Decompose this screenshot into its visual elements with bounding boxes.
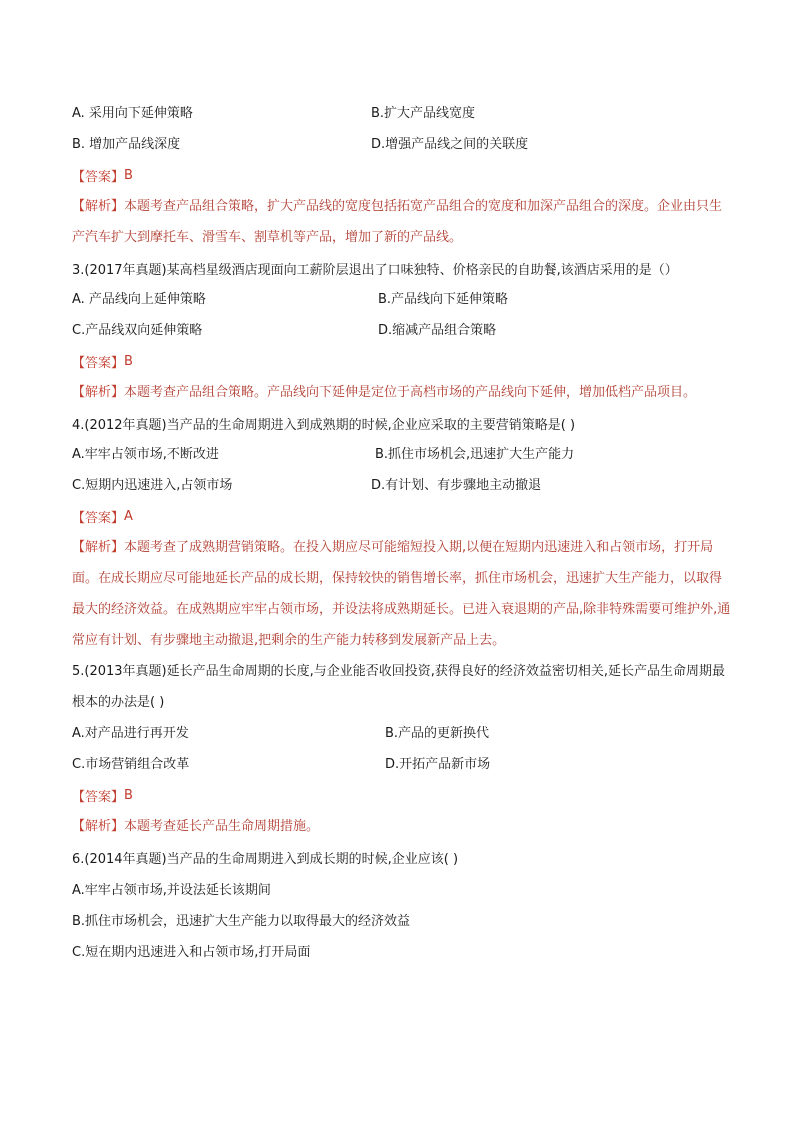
option-b: B.抓住市场机会，迅速扩大生产能力以取得最大的经济效益 <box>72 914 411 929</box>
option-d: D.开拓产品新市场 <box>385 757 491 772</box>
document-body <box>72 98 732 966</box>
option-d: D.缩减产品组合策略 <box>378 323 497 338</box>
analysis-tag: 【解析】 <box>72 385 125 400</box>
question-stem: 5.(2013年真题)延长产品生命周期的长度,与企业能否收回投资,获得良好的经济效益密切相关,延长产品生命周期最根本的办法是( ) <box>72 664 726 710</box>
answer-value: B <box>124 354 133 369</box>
analysis-tag: 【解析】 <box>72 540 125 555</box>
option-a: A.牢牢占领市场,不断改进 <box>72 447 219 462</box>
answer-tag: 【答案】 <box>72 170 125 185</box>
analysis-text: 本题考查了成熟期营销策略。在投入期应尽可能缩短投入期,以便在短期内迅速进入和占领市场，打开局面。在成长期应尽可能地延长产品的成长期，保持较快的销售增长率，抓住市场机会，迅速扩大生产能力，以取得最大的经济效益。在成熟期应牢牢占领市场，并设法将成熟期延长。已进入衰退期的产品,除非特殊需要可维护外,通常应有计划、有步骤地主动撤退,把剩余的生产能力转移到发展新产品上去。 <box>72 540 731 648</box>
option-b: B.扩大产品线宽度 <box>371 106 476 121</box>
option-d: D.有计划、有步骤地主动撤退 <box>371 478 542 493</box>
answer-line <box>72 346 732 377</box>
option-a: A. 产品线向上延伸策略 <box>72 292 206 307</box>
analysis-paragraph <box>72 532 732 656</box>
options-row-1 <box>72 718 732 749</box>
analysis-text: 本题考查产品组合策略，扩大产品线的宽度包括拓宽产品组合的宽度和加深产品组合的深度。企业由只生产汽车扩大到摩托车、滑雪车、割草机等产品，增加了新的产品线。 <box>72 199 723 245</box>
options-row-1 <box>72 284 732 315</box>
option-a: A.牢牢占领市场,并设法延长该期间 <box>72 883 271 898</box>
option-c: C.短在期内迅速进入和占领市场,打开局面 <box>72 945 311 960</box>
analysis-text: 本题考查延长产品生命周期措施。 <box>124 819 320 834</box>
analysis-tag: 【解析】 <box>72 199 125 214</box>
option-b: B.抓住市场机会,迅速扩大生产能力 <box>375 447 575 462</box>
analysis-tag: 【解析】 <box>72 819 125 834</box>
answer-line <box>72 780 732 811</box>
analysis-paragraph <box>72 811 732 842</box>
options-row-2 <box>72 470 732 501</box>
option-c: C.市场营销组合改革 <box>72 757 190 772</box>
answer-line <box>72 160 732 191</box>
question-stem: 3.(2017年真题)某高档星级酒店现面向工薪阶层退出了口味独特、价格亲民的自助餐,该酒店采用的是（） <box>72 263 678 278</box>
answer-line <box>72 501 732 532</box>
options-row-2 <box>72 749 732 780</box>
options-row-2 <box>72 315 732 346</box>
options-row-1 <box>72 439 732 470</box>
option-c: C.短期内迅速进入,占领市场 <box>72 478 233 493</box>
option-a: A.对产品进行再开发 <box>72 726 189 741</box>
answer-tag: 【答案】 <box>72 511 125 526</box>
analysis-paragraph <box>72 377 732 408</box>
option-b: B.产品线向下延伸策略 <box>378 292 509 307</box>
option-c: B. 增加产品线深度 <box>72 137 181 152</box>
question-stem: 4.(2012年真题)当产品的生命周期进入到成熟期的时候,企业应采取的主要营销策略是( ) <box>72 418 576 433</box>
option-c: C.产品线双向延伸策略 <box>72 323 203 338</box>
answer-value: B <box>124 788 133 803</box>
answer-tag: 【答案】 <box>72 790 125 805</box>
analysis-paragraph <box>72 191 732 253</box>
answer-value: B <box>124 168 133 183</box>
options-row-2 <box>72 129 732 160</box>
answer-value: A <box>124 509 133 524</box>
option-a: A. 采用向下延伸策略 <box>72 106 193 121</box>
option-b: B.产品的更新换代 <box>385 726 490 741</box>
analysis-text: 本题考查产品组合策略。产品线向下延伸是定位于高档市场的产品线向下延伸，增加低档产品项目。 <box>124 385 697 400</box>
options-row-1 <box>72 98 732 129</box>
option-d: D.增强产品线之间的关联度 <box>371 137 529 152</box>
answer-tag: 【答案】 <box>72 356 125 371</box>
question-stem: 6.(2014年真题)当产品的生命周期进入到成长期的时候,企业应该( ) <box>72 852 459 867</box>
